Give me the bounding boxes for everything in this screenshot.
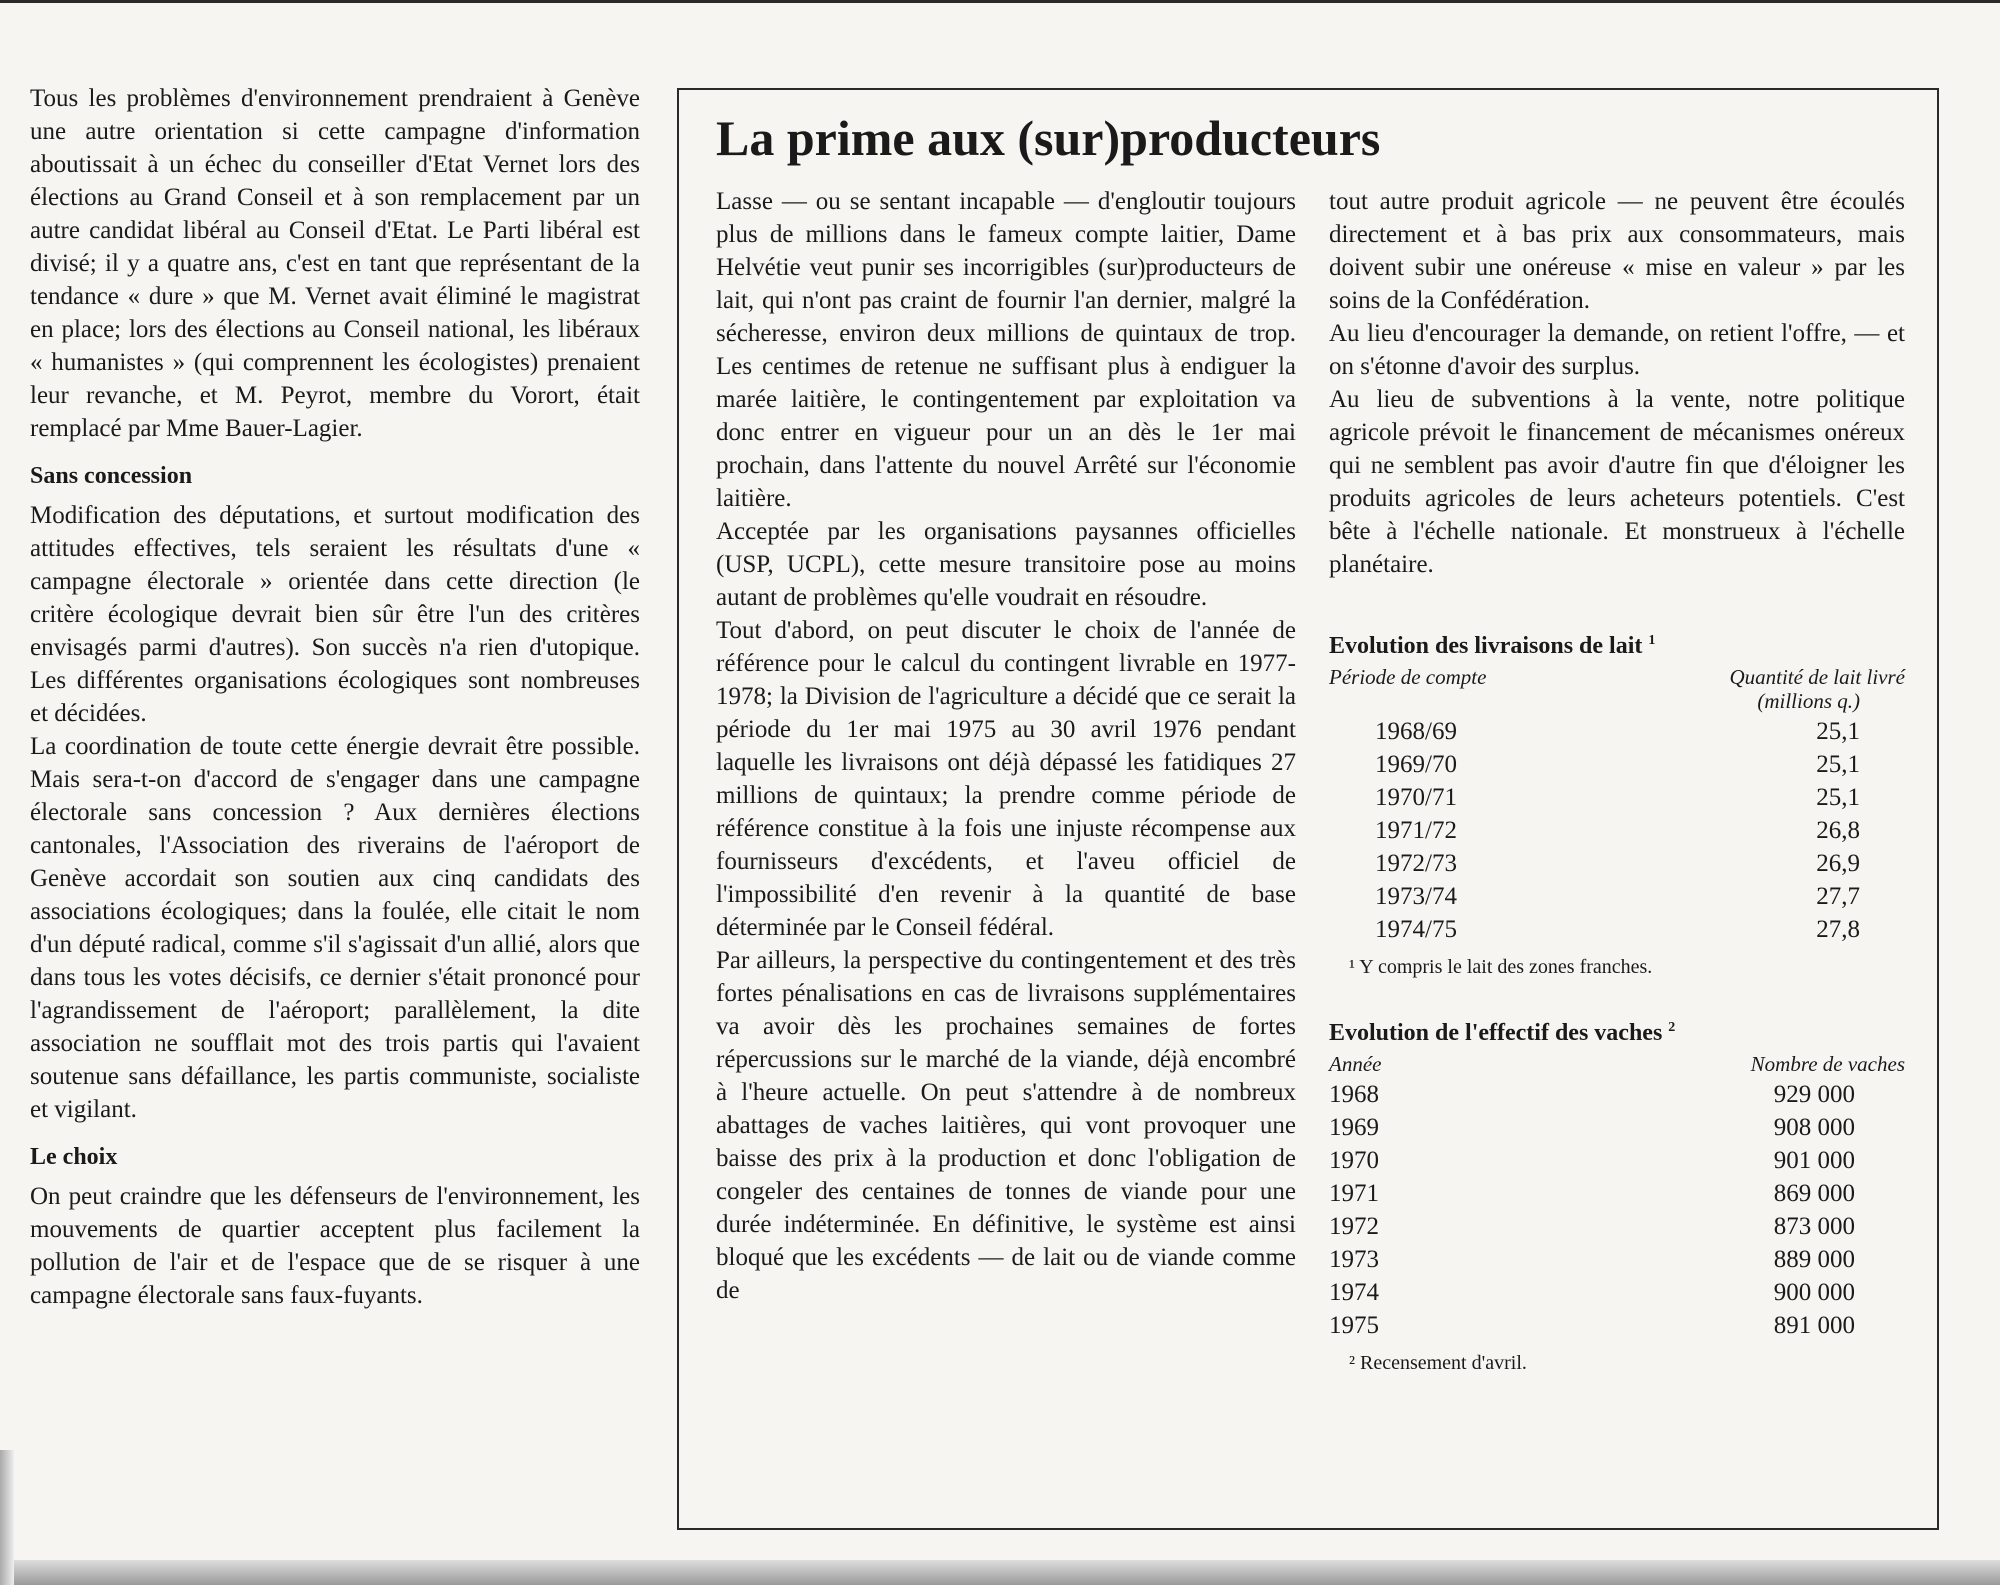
row-label: 1969/70	[1375, 751, 1457, 778]
table-row	[1329, 1177, 1905, 1210]
left-column	[30, 82, 640, 1312]
row-value: 27,8	[1816, 916, 1860, 943]
table-header	[1329, 665, 1905, 713]
table-row	[1329, 847, 1905, 880]
box-column-1	[716, 185, 1296, 1307]
top-rule	[0, 0, 2000, 3]
row-value: 26,9	[1816, 850, 1860, 877]
table-row	[1329, 1276, 1905, 1309]
paragraph: La coordination de toute cette énergie devrait être possible. Mais sera-t-on d'accord de s'engager dans une campagne électorale sans concession ? Aux dernières élections cantonales, l'Association des riverains de l'aéroport de Genève accordait son soutien aux cinq candidats des associations écologiques; dans la foulée, elle citait le nom d'un député radical, comme s'il s'agissait d'un allié, alors que dans tous les votes décisifs, ce dernier s'était prononcé pour l'agrandissement de l'aéroport; parallèlement, la dite association ne soufflait mot des trois partis qui l'avaient soutenue sans défaillance, les partis communiste, socialiste et vigilant.	[30, 733, 640, 1123]
paragraph: Au lieu de subventions à la vente, notre politique agricole prévoit le financement de mécanismes onéreux qui ne semblent pas avoir d'autre fin que d'éloigner les produits agricoles de leurs acheteurs potentiels. C'est bête à l'échelle nationale. Et monstrueux à l'échelle planétaire.	[1329, 386, 1905, 578]
box-column-2	[1329, 185, 1905, 1376]
row-label: 1968	[1329, 1081, 1379, 1108]
table-row	[1329, 748, 1905, 781]
paragraph: Par ailleurs, la perspective du contingentement et des très fortes pénalisations en cas de livraisons supplémentaires va avoir dès les prochaines semaines de fortes répercussions sur le marché de la viande, déjà encombré à l'heure actuelle. On peut s'attendre à de nombreux abattages de vaches laitières, qui vont provoquer une baisse des prix à la production et donc l'obligation de congeler des centaines de tonnes de viande pour une durée indéterminée. En définitive, le système est ainsi bloqué que les excédents — de lait ou de viande comme de	[716, 947, 1296, 1304]
subheading: Le choix	[30, 1144, 118, 1170]
table-header	[1329, 1052, 1905, 1076]
row-label: 1970/71	[1375, 784, 1457, 811]
row-value: 27,7	[1816, 883, 1860, 910]
row-value: 901 000	[1773, 1147, 1855, 1174]
row-label: 1970	[1329, 1147, 1379, 1174]
row-value: 889 000	[1773, 1246, 1855, 1273]
column-header: Nombre de vaches	[1750, 1052, 1905, 1076]
sidebar-box	[677, 88, 1939, 1530]
row-label: 1971/72	[1375, 817, 1457, 844]
footnote: ² Recensement d'avril.	[1349, 1352, 1527, 1374]
row-label: 1971	[1329, 1180, 1379, 1207]
table-row	[1329, 1144, 1905, 1177]
paragraph: Tout d'abord, on peut discuter le choix de l'année de référence pour le calcul du contingent livrable en 1977-1978; la Division de l'agriculture a décidé que ce serait la période du 1er mai 1975 au 30 avril 1976 pendant laquelle les livraisons ont déjà dépassé les fatidiques 27 millions de quintaux; la prendre comme période de référence constitue à la fois une injuste récompense aux fournisseurs d'excédents, et l'aveu officiel de l'impossibilité d'en revenir à la quantité de base déterminée par le Conseil fédéral.	[716, 617, 1296, 941]
table-row	[1329, 1111, 1905, 1144]
table-row	[1329, 781, 1905, 814]
box-title: La prime aux (sur)producteurs	[716, 110, 1381, 166]
row-label: 1973	[1329, 1246, 1379, 1273]
paragraph: Tous les problèmes d'environnement prendraient à Genève une autre orientation si cette campagne d'information aboutissait à un échec du conseiller d'Etat Vernet lors des élections au Grand Conseil et à son remplacement par un autre candidat libéral au Conseil d'Etat. Le Parti libéral est divisé; il y a quatre ans, c'est en tant que représentant de la tendance « dure » que M. Vernet avait éliminé le magistrat en place; lors des élections au Conseil national, les libéraux « humanistes » (qui comprennent les écologistes) prenaient leur revanche, et M. Peyrot, membre du Vorort, était remplacé par Mme Bauer-Lagier.	[30, 85, 640, 442]
table-title: Evolution de l'effectif des vaches $^2$	[1329, 1020, 1676, 1046]
row-value: 929 000	[1773, 1081, 1855, 1108]
row-label: 1968/69	[1375, 718, 1457, 745]
column-header: Période de compte	[1329, 665, 1487, 689]
row-value: 25,1	[1816, 718, 1860, 745]
table-row	[1329, 913, 1905, 946]
cows-table	[1329, 1018, 1905, 1376]
paragraph: Au lieu d'encourager la demande, on retient l'offre, — et on s'étonne d'avoir des surplus.	[1329, 320, 1905, 380]
row-label: 1974/75	[1375, 916, 1457, 943]
row-value: 25,1	[1816, 751, 1860, 778]
row-label: 1973/74	[1375, 883, 1457, 910]
row-label: 1975	[1329, 1312, 1379, 1339]
paragraph: tout autre produit agricole — ne peuvent être écoulés directement et à bas prix aux consommateurs, mais doivent subir une onéreuse « mise en valeur » par les soins de la Confédération.	[1329, 188, 1905, 314]
row-value: 891 000	[1773, 1312, 1855, 1339]
column-header: Quantité de lait livré (millions q.)	[1729, 665, 1905, 713]
paragraph: Modification des députations, et surtout modification des attitudes effectives, tels seraient les résultats d'une « campagne électorale » orientée dans cette direction (le critère écologique devrait bien sûr être l'un des critères envisagés parmi d'autres). Son succès n'a rien d'utopique. Les différentes organisations écologiques sont nombreuses et décidées.	[30, 502, 640, 727]
row-value: 908 000	[1773, 1114, 1855, 1141]
row-value: 873 000	[1773, 1213, 1855, 1240]
table-row	[1329, 1243, 1905, 1276]
table-row	[1329, 1078, 1905, 1111]
row-label: 1972/73	[1375, 850, 1457, 877]
table-row	[1329, 880, 1905, 913]
row-label: 1969	[1329, 1114, 1379, 1141]
page-edge-shadow	[0, 1450, 14, 1585]
footnote: ¹ Y compris le lait des zones franches.	[1349, 956, 1653, 978]
column-header: Année	[1329, 1052, 1382, 1076]
row-value: 25,1	[1816, 784, 1860, 811]
table-row	[1329, 715, 1905, 748]
paragraph: On peut craindre que les défenseurs de l'environnement, les mouvements de quartier acceptent plus facilement la pollution de l'air et de l'espace que de se risquer à une campagne électorale sans faux-fuyants.	[30, 1183, 640, 1309]
paragraph: Acceptée par les organisations paysannes officielles (USP, UCPL), cette mesure transitoire pose au moins autant de problèmes qu'elle voudrait en résoudre.	[716, 518, 1296, 611]
row-label: 1974	[1329, 1279, 1379, 1306]
table-row	[1329, 814, 1905, 847]
row-label: 1972	[1329, 1213, 1379, 1240]
row-value: 900 000	[1773, 1279, 1855, 1306]
row-value: 869 000	[1773, 1180, 1855, 1207]
subheading: Sans concession	[30, 463, 193, 489]
row-value: 26,8	[1816, 817, 1860, 844]
page-edge-shadow	[0, 1560, 2000, 1585]
table-row	[1329, 1309, 1905, 1342]
table-title: Evolution des livraisons de lait $^1$	[1329, 633, 1656, 659]
table-row	[1329, 1210, 1905, 1243]
paragraph: Lasse — ou se sentant incapable — d'engloutir toujours plus de millions dans le fameux compte laitier, Dame Helvétie veut punir ses incorrigibles (sur)producteurs de lait, qui n'ont pas craint de fournir l'an dernier, malgré la sécheresse, environ deux millions de quintaux de trop. Les centimes de retenue ne suffisant plus à endiguer la marée laitière, le contingentement par exploitation va donc entrer en vigueur pour un an dès le 1er mai prochain, dans l'attente du nouvel Arrêté sur l'économie laitière.	[716, 188, 1296, 512]
milk-table	[1329, 631, 1905, 980]
